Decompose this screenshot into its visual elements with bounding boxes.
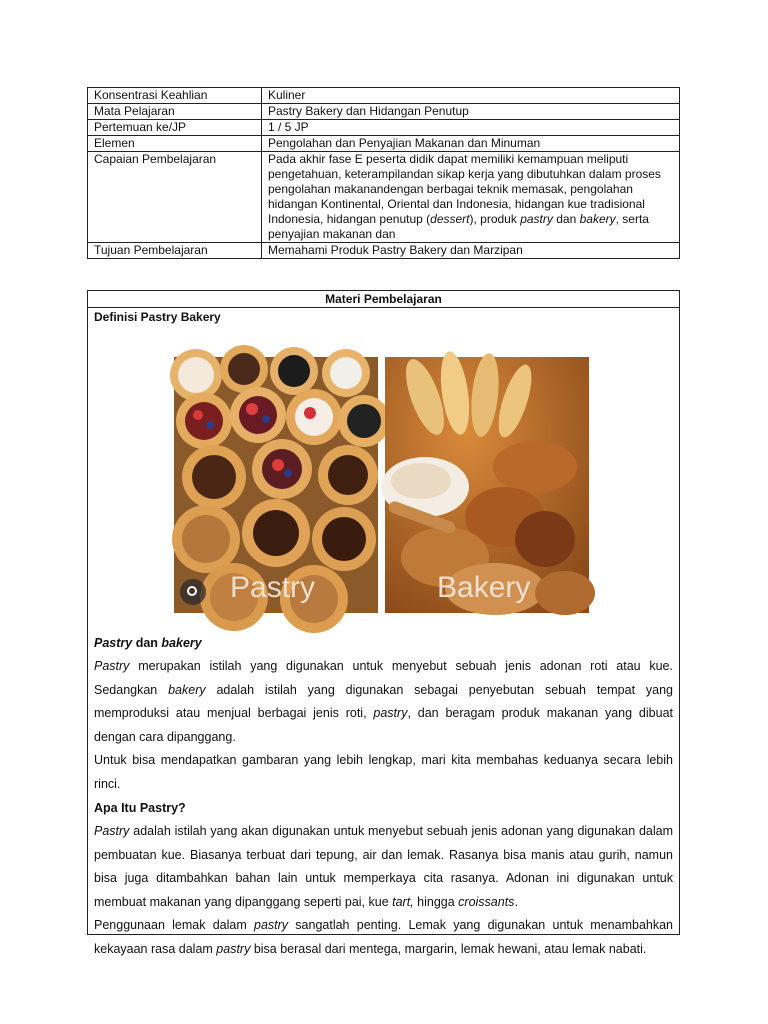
paragraph-3	[94, 820, 673, 914]
info-row	[88, 120, 680, 136]
info-row	[88, 243, 680, 259]
capaian-italic-dessert: dessert	[430, 212, 470, 226]
info-row	[88, 152, 680, 243]
heading-part: bakery	[161, 636, 202, 650]
capaian-text: , serta penyajian makanan dan	[268, 212, 649, 241]
italic-term: pastry	[373, 706, 408, 720]
italic-term: Pastry	[94, 659, 130, 673]
text-run: .	[514, 894, 518, 909]
materi-body	[88, 309, 679, 961]
capaian-value	[262, 152, 680, 243]
text-run: bisa berasal dari mentega, margarin, lemak hewani, atau lemak nabati.	[250, 941, 647, 956]
paragraph-2: Untuk bisa mendapatkan gambaran yang lebih lengkap, mari kita membahas keduanya secara lebih rinci.	[94, 753, 673, 791]
bakery-image	[385, 357, 589, 613]
capaian-italic-pastry: pastry	[520, 212, 553, 226]
heading-part: dan	[132, 636, 162, 650]
info-value: Pengolahan dan Penyajian Makanan dan Minuman	[262, 136, 680, 152]
heading-pastry-dan-bakery	[94, 631, 673, 655]
info-table	[87, 87, 680, 259]
heading-part: Pastry	[94, 636, 133, 650]
lens-icon[interactable]	[180, 579, 206, 605]
italic-term: pastry	[216, 941, 251, 956]
text-run: adalah istilah yang digunakan sebagai penyebutan sebuah tempat yang memproduksi atau menjual berbagai jenis roti,	[94, 682, 673, 720]
pastry-image-art	[174, 357, 378, 613]
materi-box	[87, 290, 680, 956]
bakery-image-label: Bakery	[437, 571, 531, 604]
italic-term: Pastry	[94, 824, 130, 838]
info-value: Kuliner	[262, 88, 680, 104]
info-key: Konsentrasi Keahlian	[88, 88, 262, 104]
italic-term: pastry	[254, 918, 289, 932]
info-row	[88, 136, 680, 152]
text-run: , dan beragam produk makanan yang dibuat dengan cara dipanggang.	[94, 706, 673, 744]
info-key: Mata Pelajaran	[88, 104, 262, 120]
image-row	[94, 325, 673, 604]
info-value: 1 / 5 JP	[262, 120, 680, 136]
info-row	[88, 104, 680, 120]
text-run: merupakan istilah yang digunakan untuk menyebut sebuah jenis adonan roti atau kue. Sedangkan	[94, 659, 673, 697]
italic-term: tart,	[392, 894, 414, 909]
capaian-italic-bakery: bakery	[579, 212, 616, 226]
paragraph-4	[94, 914, 673, 961]
materi-header: Materi Pembelajaran	[88, 291, 679, 308]
text-run: sangatlah penting. Lemak yang digunakan untuk menambahkan kekayaan rasa dalam	[94, 918, 673, 956]
info-key: Capaian Pembelajaran	[88, 152, 262, 243]
capaian-text: ), produk	[469, 212, 521, 226]
text-run: hingga	[413, 894, 459, 909]
text-run: adalah istilah yang akan digunakan untuk menyebut sebuah jenis adonan yang digunakan dalam pembuatan kue. Biasanya terbuat dari tepung, air dan lemak. Rasanya bisa manis atau gurih, namun bisa juga ditambahkan bahan lain untuk memperkaya cita rasanya. Adonan ini digunakan untuk membuat makanan yang dipanggang seperti pai, kue	[94, 824, 673, 909]
pastry-image-label: Pastry	[230, 571, 316, 604]
pastry-image	[174, 357, 378, 613]
info-value: Memahami Produk Pastry Bakery dan Marzipan	[262, 243, 680, 259]
italic-term: bakery	[168, 682, 206, 697]
info-value: Pastry Bakery dan Hidangan Penutup	[262, 104, 680, 120]
section-title: Definisi Pastry Bakery	[94, 310, 221, 324]
capaian-text: Pada akhir fase E peserta didik dapat memiliki kemampuan meliputi pengetahuan, keterampilandan sikap kerja yang dibutuhkan dalam proses pengolahan makanandengan berbagai teknik memasak, pengolahan hidangan Kontinental, Oriental dan Indonesia, hidangan kue tradisional Indonesia, hidangan penutup (	[268, 152, 661, 226]
info-key: Pertemuan ke/JP	[88, 120, 262, 136]
bakery-image-art	[385, 357, 589, 613]
text-run: Penggunaan lemak dalam	[94, 918, 255, 932]
capaian-text: dan	[552, 212, 580, 226]
info-key: Elemen	[88, 136, 262, 152]
info-key: Tujuan Pembelajaran	[88, 243, 262, 259]
paragraph-1	[94, 655, 673, 749]
heading-apa-itu-pastry: Apa Itu Pastry?	[94, 801, 186, 815]
info-row	[88, 88, 680, 104]
italic-term: croissants	[458, 894, 515, 909]
